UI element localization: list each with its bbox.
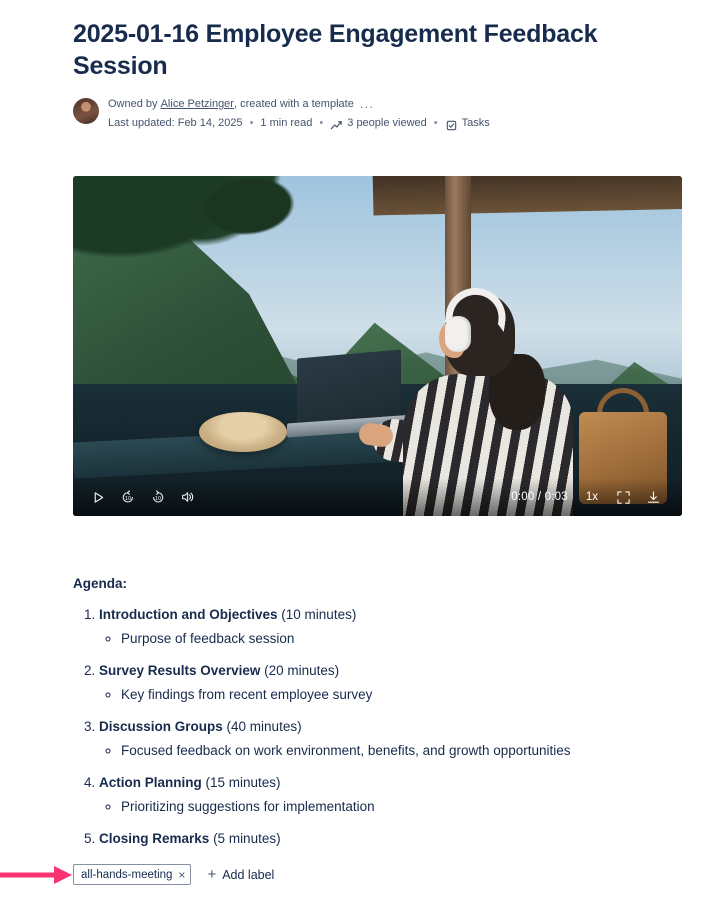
separator-dot: • <box>433 117 438 129</box>
agenda-sublist <box>99 741 682 761</box>
video-controls <box>73 478 682 516</box>
agenda-sublist <box>99 629 682 649</box>
agenda-item-duration: (5 minutes) <box>213 831 281 846</box>
list-item: ◦ Prioritizing suggestions for implementation <box>121 797 682 817</box>
agenda-item-title: Action Planning <box>99 775 202 790</box>
video-frame-image <box>73 176 682 516</box>
label-chip-all-hands-meeting[interactable] <box>73 864 191 885</box>
agenda-heading: Agenda: <box>73 576 127 591</box>
avatar[interactable] <box>73 98 99 124</box>
agenda-item-duration: (40 minutes) <box>226 719 302 734</box>
read-time-label: 1 min read <box>260 117 313 129</box>
list-item: ◦ Purpose of feedback session <box>121 629 682 649</box>
agenda-item-title: Closing Remarks <box>99 831 210 846</box>
volume-icon[interactable] <box>175 484 201 510</box>
owned-by-label: Owned by <box>108 98 158 110</box>
more-options-button[interactable]: ... <box>359 97 375 111</box>
annotation-arrow-icon <box>0 864 74 886</box>
close-icon[interactable]: × <box>178 867 186 882</box>
template-label: , created with a template <box>233 98 354 110</box>
plus-icon: + <box>207 866 217 883</box>
list-item <box>99 773 682 817</box>
byline-meta-line <box>108 115 490 132</box>
add-label-text: Add label <box>222 867 275 882</box>
separator-dot: • <box>249 117 254 129</box>
list-item <box>99 605 682 649</box>
svg-text:10: 10 <box>155 495 161 502</box>
svg-text:10: 10 <box>125 495 131 502</box>
page-title: 2025-01-16 Employee Engagement Feedback Session <box>73 20 598 80</box>
last-updated-label: Last updated: Feb 14, 2025 <box>108 117 243 129</box>
views-label[interactable]: 3 people viewed <box>347 117 427 129</box>
agenda-list <box>73 605 682 849</box>
labels-bar <box>73 864 274 885</box>
list-item <box>99 661 682 705</box>
list-item: ◦ Key findings from recent employee survey <box>121 685 682 705</box>
agenda-item-title: Introduction and Objectives <box>99 607 278 622</box>
list-item: ◦ Focused feedback on work environment, benefits, and growth opportunities <box>121 741 682 761</box>
byline <box>73 96 682 132</box>
playback-rate-button[interactable]: 1x <box>585 491 598 503</box>
agenda-item-title: Discussion Groups <box>99 719 223 734</box>
analytics-icon <box>330 119 343 132</box>
agenda-sublist <box>99 685 682 705</box>
byline-owner-line <box>108 96 490 113</box>
agenda-item-title: Survey Results Overview <box>99 663 261 678</box>
add-label-button[interactable] <box>207 867 274 882</box>
owner-link[interactable]: Alice Petzinger <box>160 98 234 110</box>
byline-text <box>108 96 490 132</box>
fullscreen-icon[interactable] <box>610 484 636 510</box>
download-icon[interactable] <box>640 484 666 510</box>
label-chip-text: all-hands-meeting <box>81 868 173 881</box>
list-item <box>99 717 682 761</box>
agenda-item-duration: (10 minutes) <box>281 607 357 622</box>
separator-dot: • <box>319 117 324 129</box>
tasks-label[interactable]: Tasks <box>461 117 490 129</box>
rewind-10-icon[interactable] <box>115 484 141 510</box>
agenda-item-duration: (20 minutes) <box>264 663 340 678</box>
play-icon[interactable] <box>85 484 111 510</box>
tasks-icon <box>445 119 458 132</box>
agenda-item-duration: (15 minutes) <box>205 775 281 790</box>
list-item <box>99 829 682 849</box>
video-time: 0:00 / 0:03 <box>511 491 568 503</box>
agenda-sublist <box>99 797 682 817</box>
video-player[interactable] <box>73 176 682 516</box>
forward-10-icon[interactable] <box>145 484 171 510</box>
